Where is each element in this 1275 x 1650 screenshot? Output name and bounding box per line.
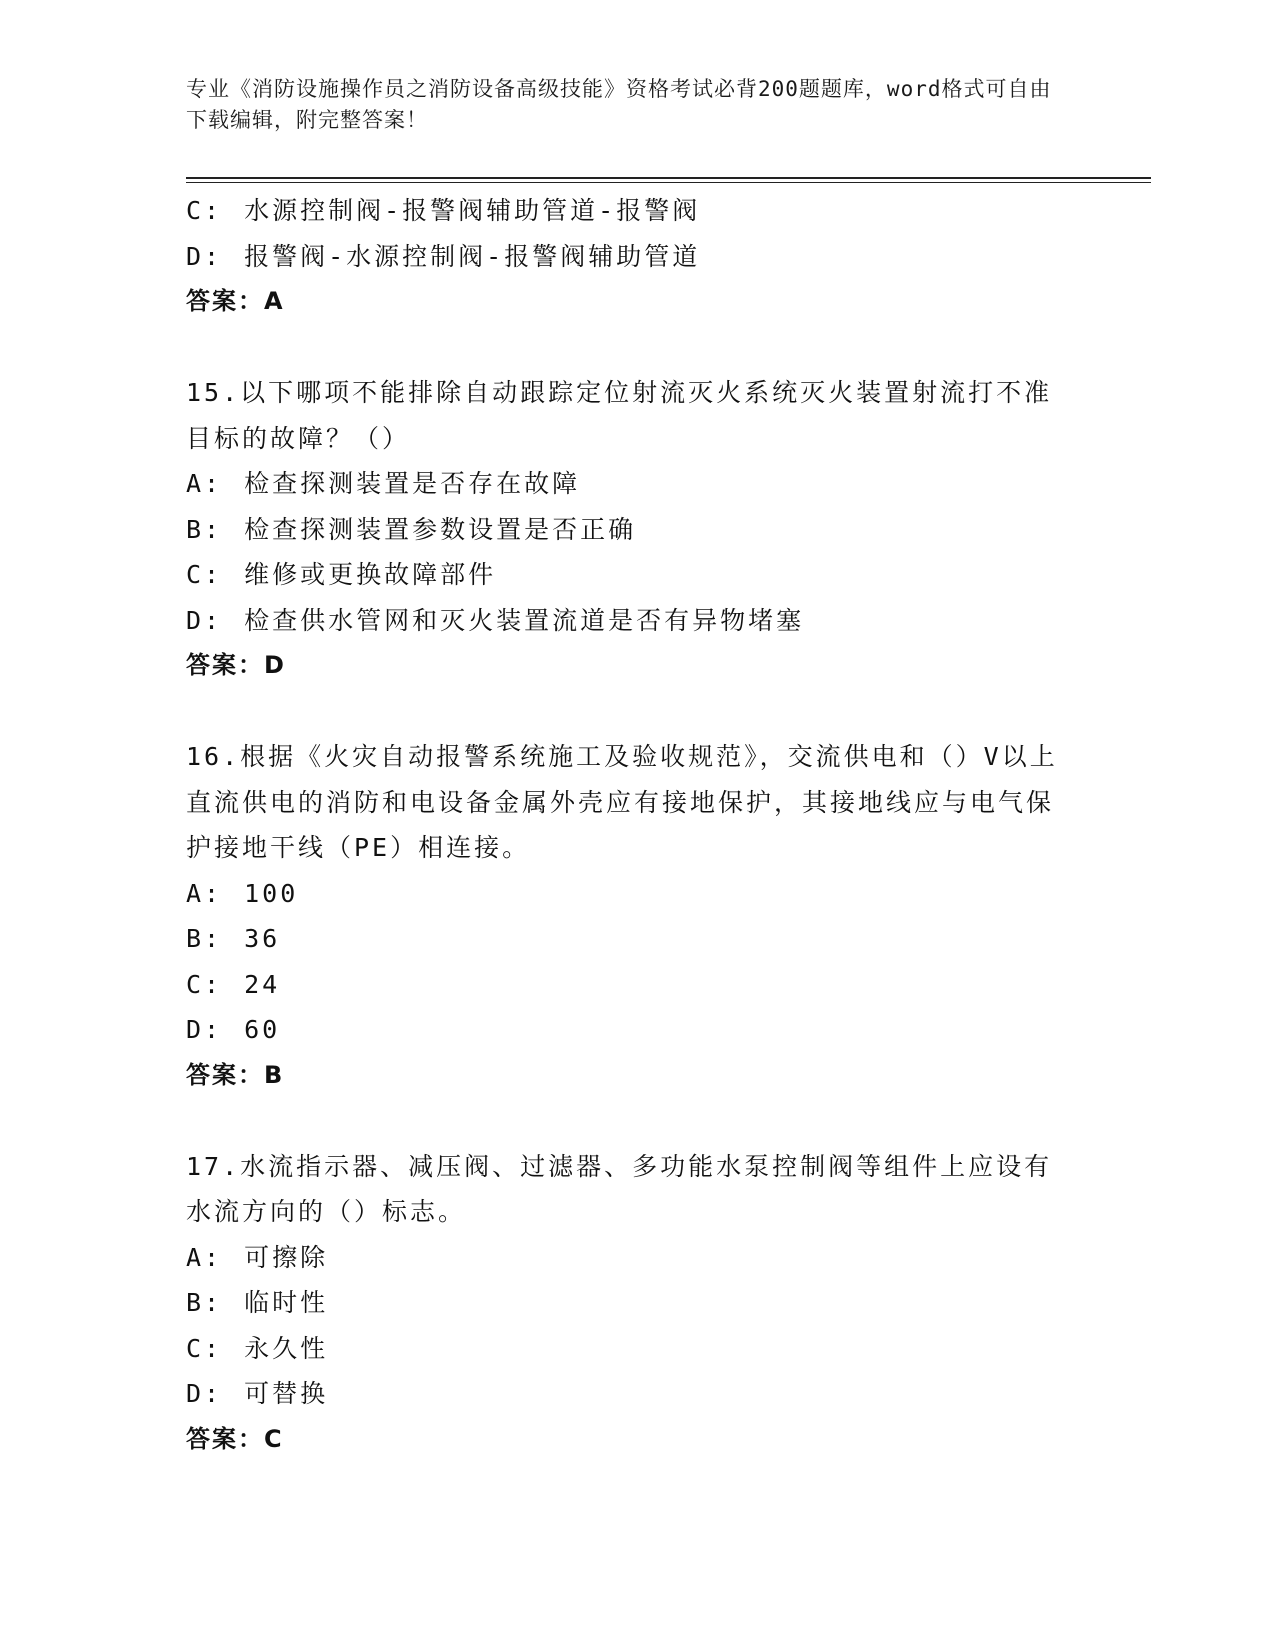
option-d — [186, 1371, 1086, 1417]
option-text: 检查探测装置是否存在故障 — [244, 469, 581, 498]
option-text: 24 — [244, 969, 281, 999]
header-rule-thick — [186, 177, 1151, 179]
option-label: D: — [186, 1015, 223, 1044]
option-label: D: — [186, 605, 223, 635]
option-label: B: — [186, 514, 223, 544]
option-text: 维修或更换故障部件 — [244, 560, 497, 589]
option-label: D: — [186, 1379, 223, 1408]
question-stem: 15.以下哪项不能排除自动跟踪定位射流灭火系统灭火装置射流打不准目标的故障？（） — [186, 378, 1053, 453]
option-label: B: — [186, 924, 223, 953]
option-d — [186, 598, 1086, 644]
option-c — [186, 962, 1086, 1008]
option-label: C: — [186, 969, 223, 999]
option-c — [186, 552, 1086, 598]
option-label: D: — [186, 241, 223, 271]
option-c — [186, 1326, 1086, 1372]
option-text: 36 — [244, 924, 281, 953]
option-text: 可替换 — [244, 1379, 329, 1408]
option-text: 报警阀-水源控制阀-报警阀辅助管道 — [244, 241, 701, 271]
option-a — [186, 1235, 1086, 1281]
option-d — [186, 234, 1086, 280]
option-label: C: — [186, 560, 223, 589]
option-text: 水源控制阀-报警阀辅助管道-报警阀 — [244, 196, 701, 225]
option-d — [186, 1007, 1086, 1053]
question-stem: 17.水流指示器、减压阀、过滤器、多功能水泵控制阀等组件上应设有水流方向的（）标志。 — [186, 1151, 1053, 1226]
option-text: 可擦除 — [244, 1242, 329, 1272]
question-17 — [186, 1144, 1086, 1463]
question-list — [186, 188, 1086, 1462]
document-header: 专业《消防设施操作员之消防设备高级技能》资格考试必背200题题库，word格式可自由下载编辑，附完整答案！ — [186, 77, 1052, 132]
option-text: 永久性 — [244, 1333, 329, 1363]
answer: 答案：A — [186, 287, 285, 315]
question-stem: 16.根据《火灾自动报警系统施工及验收规范》，交流供电和（）V以上直流供电的消防和电设备金属外壳应有接地保护，其接地线应与电气保护接地干线（PE）相连接。 — [186, 742, 1058, 862]
answer: 答案：C — [186, 1424, 284, 1453]
option-text: 检查探测装置参数设置是否正确 — [244, 514, 637, 544]
option-text: 检查供水管网和灭火装置流道是否有异物堵塞 — [244, 605, 805, 635]
question-15 — [186, 370, 1086, 689]
option-label: A: — [186, 1242, 223, 1272]
option-label: C: — [186, 196, 223, 225]
option-text: 100 — [244, 878, 299, 908]
option-b — [186, 507, 1086, 553]
answer: 答案：B — [186, 1060, 285, 1089]
option-label: A: — [186, 878, 223, 908]
option-b — [186, 916, 1086, 962]
option-c — [186, 188, 1086, 234]
option-label: B: — [186, 1288, 223, 1317]
option-text: 60 — [244, 1015, 281, 1044]
question-16 — [186, 734, 1086, 1098]
option-b — [186, 1280, 1086, 1326]
option-text: 临时性 — [244, 1288, 329, 1317]
option-a — [186, 461, 1086, 507]
header-rule-thin — [186, 182, 1151, 183]
option-label: C: — [186, 1333, 223, 1363]
option-label: A: — [186, 469, 223, 498]
option-a — [186, 871, 1086, 917]
question-fragment — [186, 188, 1086, 325]
answer: 答案：D — [186, 651, 286, 679]
